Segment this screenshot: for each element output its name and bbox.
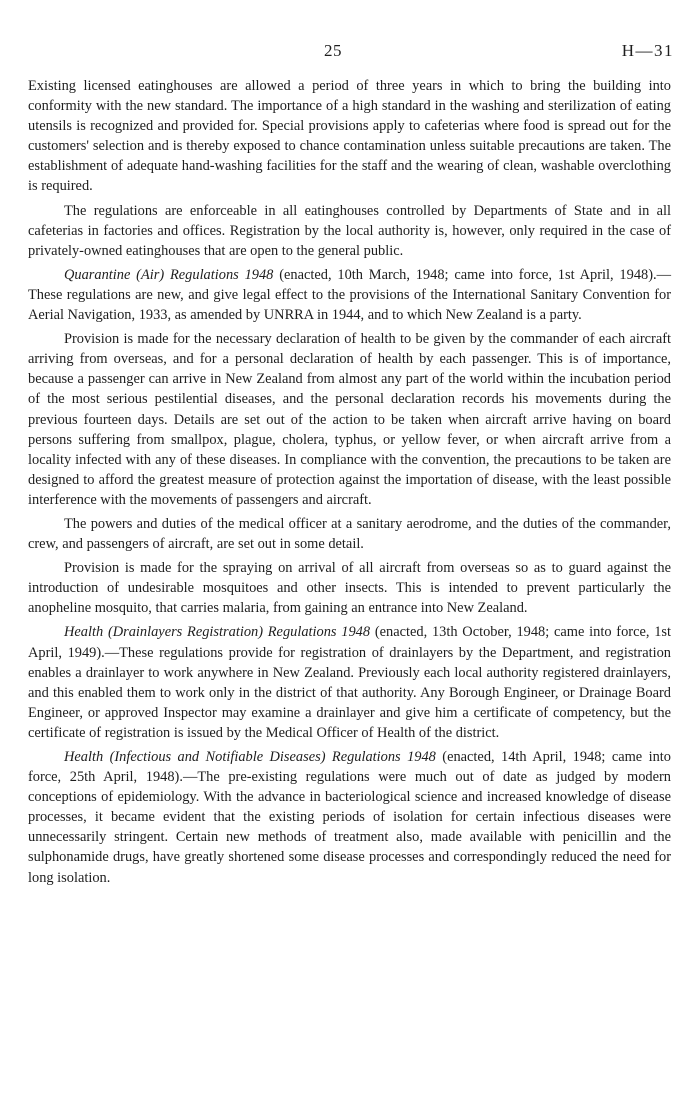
paragraph-drainlayers-registration xyxy=(28,622,671,743)
paragraph-text: (enacted, 10th March, 1948; came into force, 1st April, 1948).—These regulations are new, and give legal effect to the provisions of the International Sanitary Convention for Aerial Navigation, 1933, as amended by UNRRA in 1944, and to which New Zealand is a party. xyxy=(28,266,671,324)
body-text xyxy=(28,76,671,892)
paragraph-health-declaration xyxy=(28,329,671,510)
paragraph-quarantine-air-regulations xyxy=(28,265,671,325)
paragraph-text: Existing licensed eatinghouses are allowed a period of three years in which to bring the building into conformity with the new standard. The importance of a high standard in the washing and sterilization of eating utensils is recognized and provided for. Special provisions apply to cafeterias where food is spread out for the customers' selection and is thereby exposed to chance contamination unless suitable precautions are taken. The establishment of adequate hand-washing facilities for the staff and the wearing of clean, washable overclothing is required. xyxy=(28,78,671,195)
regulation-title: Health (Drainlayers Registration) Regulations 1948 xyxy=(64,624,371,641)
paragraph-eatinghouse-standards xyxy=(28,76,671,197)
paragraph-infectious-diseases xyxy=(28,747,671,888)
paragraph-text: (enacted, 14th April, 1948; came into force, 25th April, 1948).—The pre-existing regulations were much out of date as judged by modern conceptions of epidemiology. With the advance in bacteriological science and increased knowledge of disease processes, it became evident that the existing periods of isolation for certain infectious diseases were unnecessarily stringent. Certain new methods of treatment also, made available with penicillin and the sulphonamide drugs, have greatly shortened some disease processes and correspondingly reduced the need for long isolation. xyxy=(28,749,671,886)
paragraph-medical-officer-duties xyxy=(28,514,671,554)
document-code: H—31 xyxy=(621,41,674,60)
paragraph-regulations-enforcement xyxy=(28,201,671,261)
regulation-title: Health (Infectious and Notifiable Diseases) Regulations 1948 xyxy=(64,749,436,765)
regulation-title: Quarantine (Air) Regulations 1948 xyxy=(64,266,274,283)
page-header xyxy=(0,41,700,63)
paragraph-text: (enacted, 13th October, 1948; came into force, 1st April, 1949).—These regulations provide for registration of drainlayers by the Department, and registration enables a drainlayer to work anywhere in New Zealand. Previously each local authority registered drainlayers, and this enabled them to work only in the district of that authority. Any Borough Engineer, or Drainage Board Engineer, or approved Inspector may examine a drainlayer and give him a certificate of competency, but the certificate of registration is issued by the Medical Officer of Health of the district. xyxy=(28,624,672,741)
paragraph-text: The powers and duties of the medical officer at a sanitary aerodrome, and the duties of the commander, crew, and passengers of aircraft, are set out in some detail. xyxy=(28,515,671,553)
paragraph-text: Provision is made for the spraying on arrival of all aircraft from overseas so as to guard against the introduction of undesirable mosquitoes and other insects. This is intended to prevent particularly the anopheline mosquito, that carries malaria, from gaining an entrance into New Zealand. xyxy=(28,560,671,617)
paragraph-text: Provision is made for the necessary declaration of health to be given by the commander of each aircraft arriving from overseas, and for a personal declaration of health by each passenger. This is of importance, because a passenger can arrive in New Zealand from almost any part of the world within the incubation period of the most serious pestilential diseases, and the personal declaration records his movements during the previous fourteen days. Details are set out of the action to be taken when aircraft arrive having on board persons suffering from smallpox, plague, cholera, typhus, or yellow fever, or when aircraft arrive from a locality infected with any of these diseases. In compliance with the convention, the precautions to be taken are designed to afford the greatest measure of protection against the importation of disease, with the least possible interference with the movements of passengers and aircraft. xyxy=(28,331,671,508)
paragraph-text: The regulations are enforceable in all eatinghouses controlled by Departments of State and in all cafeterias in factories and offices. Registration by the local authority is, however, only required in the case of privately-owned eatinghouses that are open to the general public. xyxy=(28,202,671,259)
page-number: 25 xyxy=(324,41,342,60)
paragraph-aircraft-spraying xyxy=(28,558,671,618)
